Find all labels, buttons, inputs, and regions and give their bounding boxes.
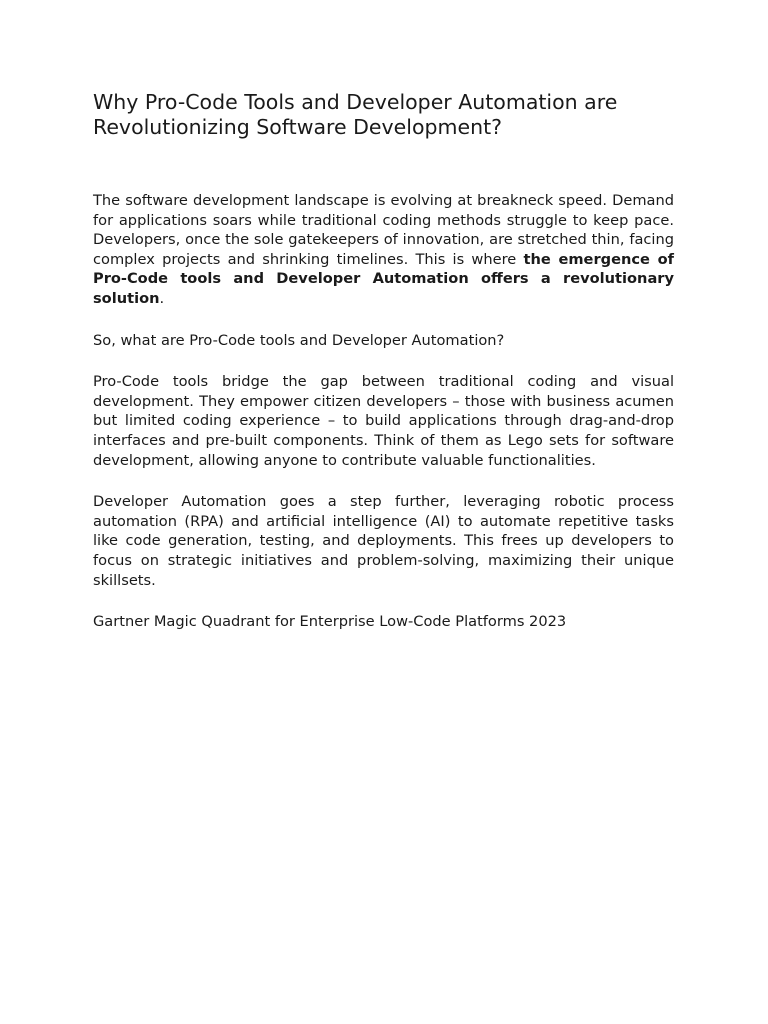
- document-page: [93, 90, 674, 654]
- intro-paragraph: [93, 191, 674, 309]
- question-paragraph: So, what are Pro-Code tools and Developer Automation?: [93, 331, 505, 349]
- intro-bold-text: the emergence of Pro-Code tools and Developer Automation offers a revolutionary solution: [93, 250, 674, 307]
- automation-paragraph: Developer Automation goes a step further, leveraging robotic process automation (RPA) and artificial intelligence (AI) to automate repetitive tasks like code generation, testing, and deployments. This frees up developers to focus on strategic initiatives and problem-solving, maximizing their unique skillsets.: [93, 493, 674, 589]
- document-title: Why Pro-Code Tools and Developer Automation are Revolutionizing Software Development?: [93, 90, 618, 139]
- gartner-line: Gartner Magic Quadrant for Enterprise Low-Code Platforms 2023: [93, 613, 567, 631]
- intro-text: The software development landscape is evolving at breakneck speed. Demand for applications soars while traditional coding methods struggle to keep pace. Developers, once the sole gatekeepers of innovation, are stretched thin, facing complex projects and shrinking timelines. This is where: [93, 192, 674, 268]
- pro-code-paragraph: Pro-Code tools bridge the gap between traditional coding and visual development. They empower citizen developers – those with business acumen but limited coding experience – to build applications through drag-and-drop interfaces and pre-built components. Think of them as Lego sets for software development, allowing anyone to contribute valuable functionalities.: [93, 373, 674, 469]
- intro-text-end: .: [159, 289, 165, 307]
